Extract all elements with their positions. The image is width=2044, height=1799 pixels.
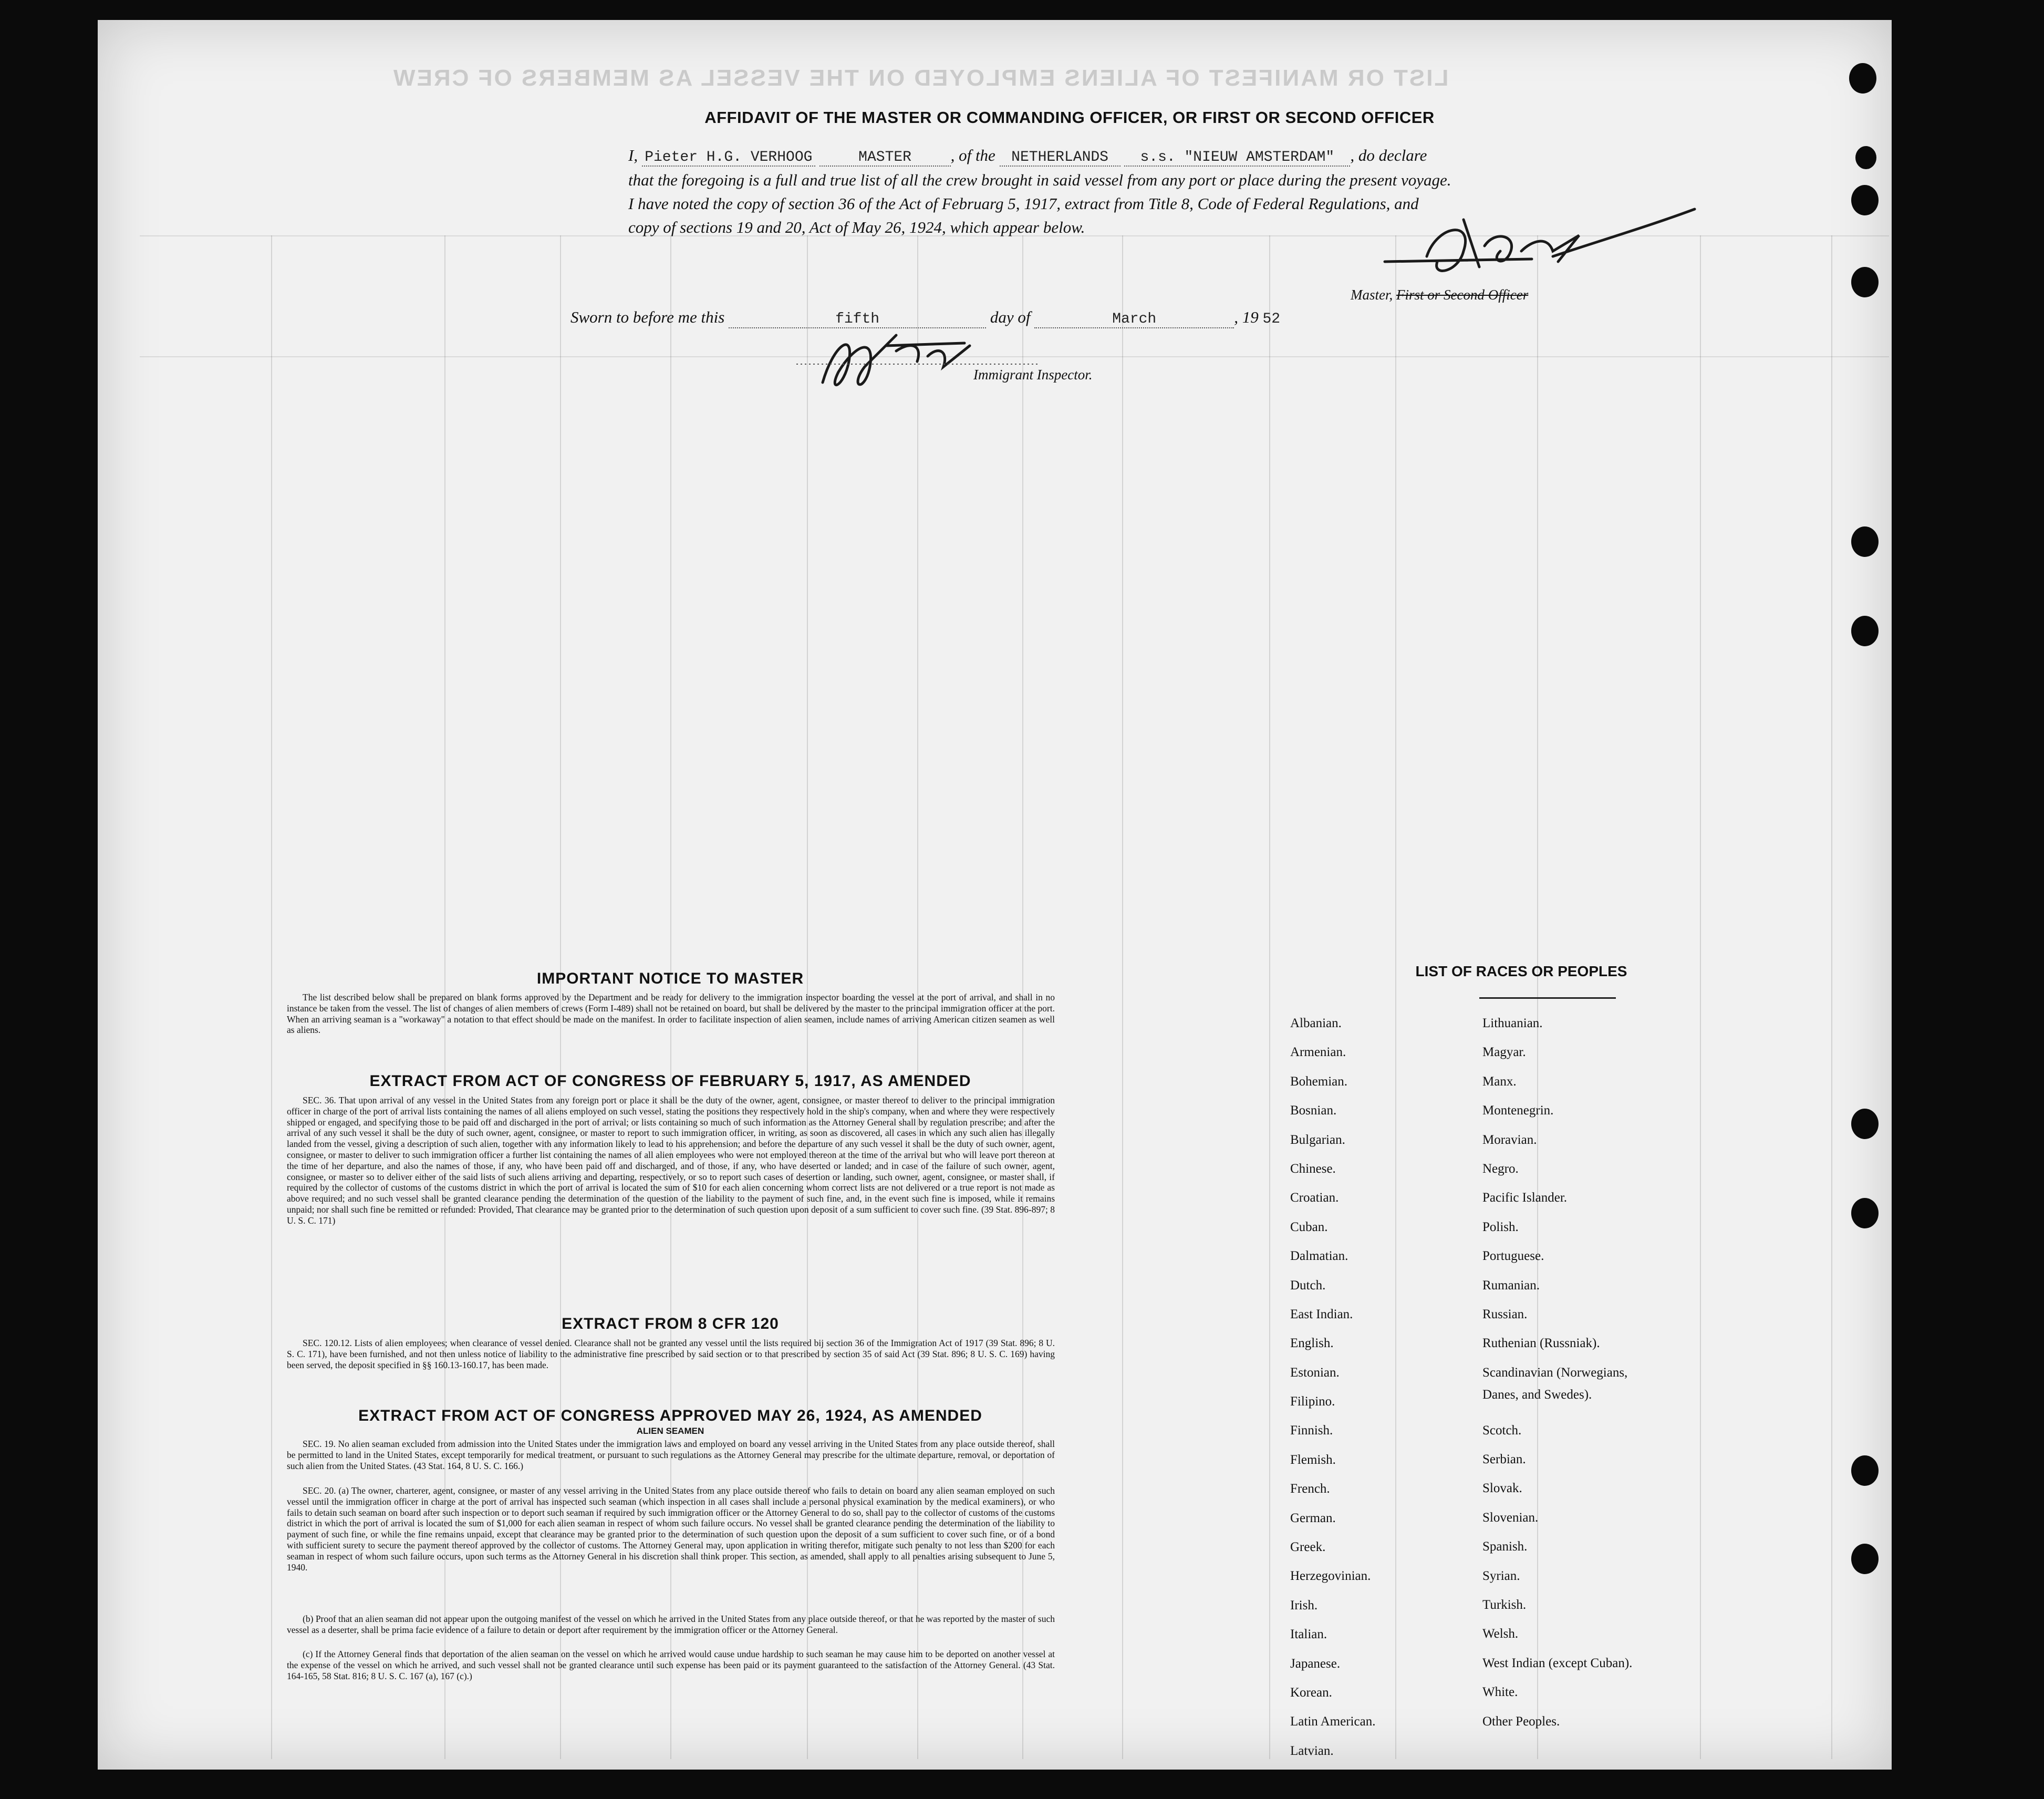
affidavit-line-4: copy of sections 19 and 20, Act of May 26, 1924, which appear below.: [628, 218, 1085, 236]
master-name-field: Pieter H.G. VERHOOG: [642, 149, 815, 167]
races-right-column: [1482, 1016, 1632, 1743]
binder-hole: [1851, 526, 1879, 557]
document-page: [98, 20, 1892, 1770]
race-item: Bohemian.: [1290, 1074, 1348, 1089]
race-item: Russian.: [1482, 1307, 1528, 1321]
race-item: Latin American.: [1290, 1714, 1376, 1729]
race-item: Moravian.: [1482, 1132, 1537, 1147]
races-list-title: LIST OF RACES OR PEOPLES: [1415, 963, 1627, 979]
races-left-column: [1290, 1016, 1375, 1772]
affidavit-declaration-line: [628, 146, 1427, 167]
extract-1917-text: SEC. 36. That upon arrival of any vessel in the United States from any foreign port or place it shall be the duty of the owner, agent, consignee, or master thereof to deliver to the principal immigration officer in charge of the port of arrival lists containing the names of all aliens employed on such vessel, stating the positions they respectively hold in the ship's company, when and where they were respectively shipped or engaged, and specifying those to be paid off and discharged in the port of arrival; or lists containing so much of such information as the Attorney General shall by regulation prescribe; and after the arrival of any such vessel it shall be the duty of such owner, agent, consignee, or master to report to such immigration officer, in writing, as soon as discovered, all cases in which any such alien has illegally landed from the vessel, giving a description of such alien, together with any information likely to lead to his apprehension; and before the departure of any such vessel it shall be the duty of such owner, agent, consignee, or master to deliver to such immigration officer a further list containing the names of all alien employees who were not employed thereon at the time of the arrival but who will leave port thereon at the time of her departure, and also the names of those, if any, who have been paid off and discharged, and of those, if any, who have deserted or landed; and in case of the failure of such owner, agent, consignee, or master so to deliver either of the said lists of such aliens arriving and departing, respectively, or so to report such cases of desertion or landing, such owner, agent, consignee, or master shall, if required by the collector of customs of the customs district in which the port of arrival is located the sum of $10 for each alien concerning whom correct lists are not delivered or a true report is not made as above required; and no such vessel shall be granted clearance pending the determination of the question of the liability to the payment of such fine, and, in the event such fine is imposed, while it remains unpaid; nor shall such fine be remitted or refunded: Provided, That clearance may be granted prior to the determination of such question upon deposit of a sum sufficient to cover such fine. (39 Stat. 896-897; 8 U. S. C. 171): [287, 1095, 1055, 1226]
race-item: Welsh.: [1482, 1627, 1519, 1641]
binder-hole: [1855, 146, 1876, 169]
binder-hole: [1849, 63, 1876, 94]
race-item: Cuban.: [1290, 1219, 1328, 1234]
extract-8cfr-text: SEC. 120.12. Lists of alien employees; when clearance of vessel denied. Clearance shall not be granted any vessel until the lists required bij section 36 of the Immigration Act of 1917 (39 Stat. 896; 8 U. S. C. 171), have been furnished, and not then unless notice of liability to the administrative fine prescribed by said section or to that prescribed by section 35 of said Act (39 Stat. 896; 8 U. S. C. 169) having been served, the deposit specified in §§ 160.13-160.17, has been made.: [287, 1338, 1055, 1370]
race-item: Croatian.: [1290, 1191, 1339, 1205]
race-item: Montenegrin.: [1482, 1103, 1554, 1118]
race-item: Greek.: [1290, 1540, 1326, 1555]
race-item: Dalmatian.: [1290, 1249, 1348, 1264]
race-item: Latvian.: [1290, 1743, 1334, 1758]
race-item: Japanese.: [1290, 1656, 1341, 1671]
race-item: Spanish.: [1482, 1539, 1528, 1554]
binder-hole: [1851, 185, 1879, 215]
race-item: Korean.: [1290, 1685, 1332, 1700]
extract-1924-sec20b: (b) Proof that an alien seaman did not appear upon the outgoing manifest of the vessel on which he arrived in the United States from any place outside thereof, or that he was reported by the master of such vessel as a deserter, shall be prima facie evidence of a failure to detain or deport after requirement by the immigration officer or the Attorney General.: [287, 1614, 1055, 1635]
race-item: German.: [1290, 1511, 1336, 1525]
race-item: Portuguese.: [1482, 1249, 1544, 1264]
race-item: Turkish.: [1482, 1598, 1527, 1612]
race-item: Danes, and Swedes).: [1482, 1387, 1592, 1402]
race-item: White.: [1482, 1685, 1518, 1700]
binder-hole: [1851, 1544, 1879, 1574]
binder-hole: [1851, 1109, 1879, 1139]
bleed-through-heading: LIST OR MANIFEST OF ALIENS EMPLOYED ON THE VESSEL AS MEMBERS OF CREW: [392, 65, 1449, 91]
affidavit-title: AFFIDAVIT OF THE MASTER OR COMMANDING OFFICER, OR FIRST OR SECOND OFFICER: [704, 108, 1435, 127]
race-item: Irish.: [1290, 1598, 1318, 1612]
bleed-rule: [271, 235, 272, 1759]
race-item: English.: [1290, 1336, 1334, 1351]
race-item: Slovenian.: [1482, 1510, 1539, 1525]
extract-1924-sec20a: SEC. 20. (a) The owner, charterer, agent, consignee, or master of any vessel arriving in the United States from any place outside thereof who fails to detain on board any alien seaman employed on such vessel until the immigration officer in charge at the port of arrival has inspected such seaman (which inspection in all cases shall include a personal physical examination by the medical examiners), or who fails to detain such seaman on board after such inspection or to deport such seaman if required by such immigration officer or the Attorney General to do so, shall pay to the collector of customs of the customs district in which the port of arrival is located the sum of $1,000 for each alien seaman in respect of whom such failure occurs. No vessel shall be granted clearance pending the determination of the liability to payment of such fine, or while the fine remains unpaid, except that clearance may be granted prior to the determination of such question upon the deposit of a sum sufficient to cover such fine, or of a bond with sufficient surety to secure the payment thereof approved by the collector of customs. The Attorney General may, upon application in writing therefor, mitigate such penalty to not less than $200 for each seaman in respect of whom such failure occurs, upon such terms as the Attorney General in his discretion shall think proper. This section, as amended, shall apply to all penalties arising subsequent to June 5, 1940.: [287, 1485, 1055, 1573]
sworn-prefix: Sworn to before me this: [570, 308, 725, 326]
affidavit-line-3: I have noted the copy of section 36 of the Act of Februarg 5, 1917, extract from Title 8, Code of Federal Regulations, and: [628, 194, 1419, 213]
races-title-rule: [1479, 997, 1616, 999]
race-item: Armenian.: [1290, 1045, 1346, 1060]
race-item: Scotch.: [1482, 1423, 1522, 1438]
binder-hole: [1851, 267, 1879, 297]
race-item: Estonian.: [1290, 1365, 1340, 1380]
bleed-rule: [1395, 235, 1396, 1759]
race-item: Slovak.: [1482, 1481, 1522, 1496]
sworn-day-field: fifth: [729, 311, 986, 328]
extract-1917-title: EXTRACT FROM ACT OF CONGRESS OF FEBRUARY 5, 1917, AS AMENDED: [369, 1072, 971, 1090]
race-item: Pacific Islander.: [1482, 1191, 1568, 1205]
bleed-rule: [1700, 235, 1701, 1759]
race-item: Bulgarian.: [1290, 1132, 1345, 1147]
struck-officer-label: First or Second Officer: [1396, 287, 1529, 303]
race-item: French.: [1290, 1482, 1330, 1496]
master-signature: [1306, 188, 1768, 293]
rank-field: MASTER: [819, 149, 951, 167]
master-label-text: Master,: [1351, 287, 1393, 303]
race-item: Dutch.: [1290, 1278, 1326, 1293]
affidavit-prefix: I,: [628, 146, 638, 164]
extract-8cfr-title: EXTRACT FROM 8 CFR 120: [562, 1315, 779, 1332]
bleed-rule: [1831, 235, 1832, 1759]
race-item: Ruthenian (Russniak).: [1482, 1336, 1600, 1351]
inspector-signature: [791, 314, 1085, 398]
year-prefix: , 19: [1234, 308, 1259, 326]
binder-hole: [1851, 1455, 1879, 1486]
affidavit-line-2: that the foregoing is a full and true list of all the crew brought in said vessel from any port or place during the present voyage.: [628, 171, 1451, 189]
extract-1924-title: EXTRACT FROM ACT OF CONGRESS APPROVED MAY 26, 1924, AS AMENDED: [358, 1407, 982, 1424]
race-item: East Indian.: [1290, 1307, 1353, 1321]
race-item: Herzegovinian.: [1290, 1569, 1371, 1584]
sworn-month-field: March: [1034, 311, 1234, 328]
extract-1924-sec20c: (c) If the Attorney General finds that deportation of the alien seaman on the vessel on which he arrived would cause undue hardship to such seaman he may cause him to be deported on another vessel at the expense of the vessel on which he arrived, and such vessel shall not be granted clearance until such expense has been paid or its payment guaranteed to the satisfaction of the Attorney General. (43 Stat. 164-165, 58 Stat. 816; 8 U. S. C. 167 (a), 167 (c).): [287, 1649, 1055, 1681]
binder-hole: [1851, 1198, 1879, 1228]
master-signature-label: [1351, 287, 1528, 303]
race-item: Lithuanian.: [1482, 1016, 1543, 1030]
race-item: Albanian.: [1290, 1016, 1342, 1030]
race-item: Filipino.: [1290, 1394, 1335, 1409]
race-item: Manx.: [1482, 1074, 1517, 1089]
race-item: Bosnian.: [1290, 1103, 1337, 1118]
race-item: Chinese.: [1290, 1161, 1336, 1176]
important-notice-title: IMPORTANT NOTICE TO MASTER: [536, 970, 804, 987]
race-item: Other Peoples.: [1482, 1714, 1560, 1729]
bleed-rule: [1122, 235, 1123, 1759]
race-item: Scandinavian (Norwegians,: [1482, 1365, 1628, 1380]
inspector-label: Immigrant Inspector.: [973, 367, 1093, 382]
alien-seamen-subtitle: ALIEN SEAMEN: [636, 1426, 704, 1436]
nationality-field: NETHERLANDS: [1000, 149, 1120, 167]
declare-text: , do declare: [1350, 146, 1427, 164]
binder-hole: [1851, 616, 1879, 646]
race-item: Serbian.: [1482, 1452, 1526, 1467]
sworn-year-field: 52: [1262, 311, 1281, 327]
of-the-text: , of the: [950, 146, 995, 164]
race-item: Magyar.: [1482, 1045, 1526, 1060]
race-item: West Indian (except Cuban).: [1482, 1656, 1633, 1670]
race-item: Finnish.: [1290, 1423, 1333, 1438]
race-item: Italian.: [1290, 1627, 1327, 1642]
race-item: Polish.: [1482, 1219, 1519, 1234]
day-of-text: day of: [990, 308, 1031, 326]
race-item: Flemish.: [1290, 1452, 1336, 1467]
extract-1924-sec19: SEC. 19. No alien seaman excluded from admission into the United States under the immigration laws and employed on board any vessel arriving in the United States from any place outside thereof, shall be permitted to land in the United States, except temporarily for medical treatment, or pursuant to such regulations as the Attorney General may prescribe for the ultimate departure, removal, or deportation of such alien from the United States. (43 Stat. 164, 8 U. S. C. 166.): [287, 1439, 1055, 1471]
important-notice-text: The list described below shall be prepared on blank forms approved by the Department and be ready for delivery to the immigration inspector boarding the vessel at the port of arrival, and shall in no instance be taken from the vessel. The list of changes of alien members of crews (Form I-489) shall not be retained on board, but shall be delivered by the master to the principal immigration officer at the port. When an arriving seaman is a "workaway" a notation to that effect should be made on the manifest. In order to facilitate inspection of alien seamen, include names of arriving American citizen seamen as well as aliens.: [287, 992, 1055, 1036]
race-item: Rumanian.: [1482, 1278, 1540, 1293]
bleed-rule: [1269, 235, 1270, 1759]
race-item: Syrian.: [1482, 1568, 1520, 1583]
race-item: Negro.: [1482, 1161, 1519, 1176]
vessel-name-field: s.s. "NIEUW AMSTERDAM": [1124, 149, 1350, 167]
